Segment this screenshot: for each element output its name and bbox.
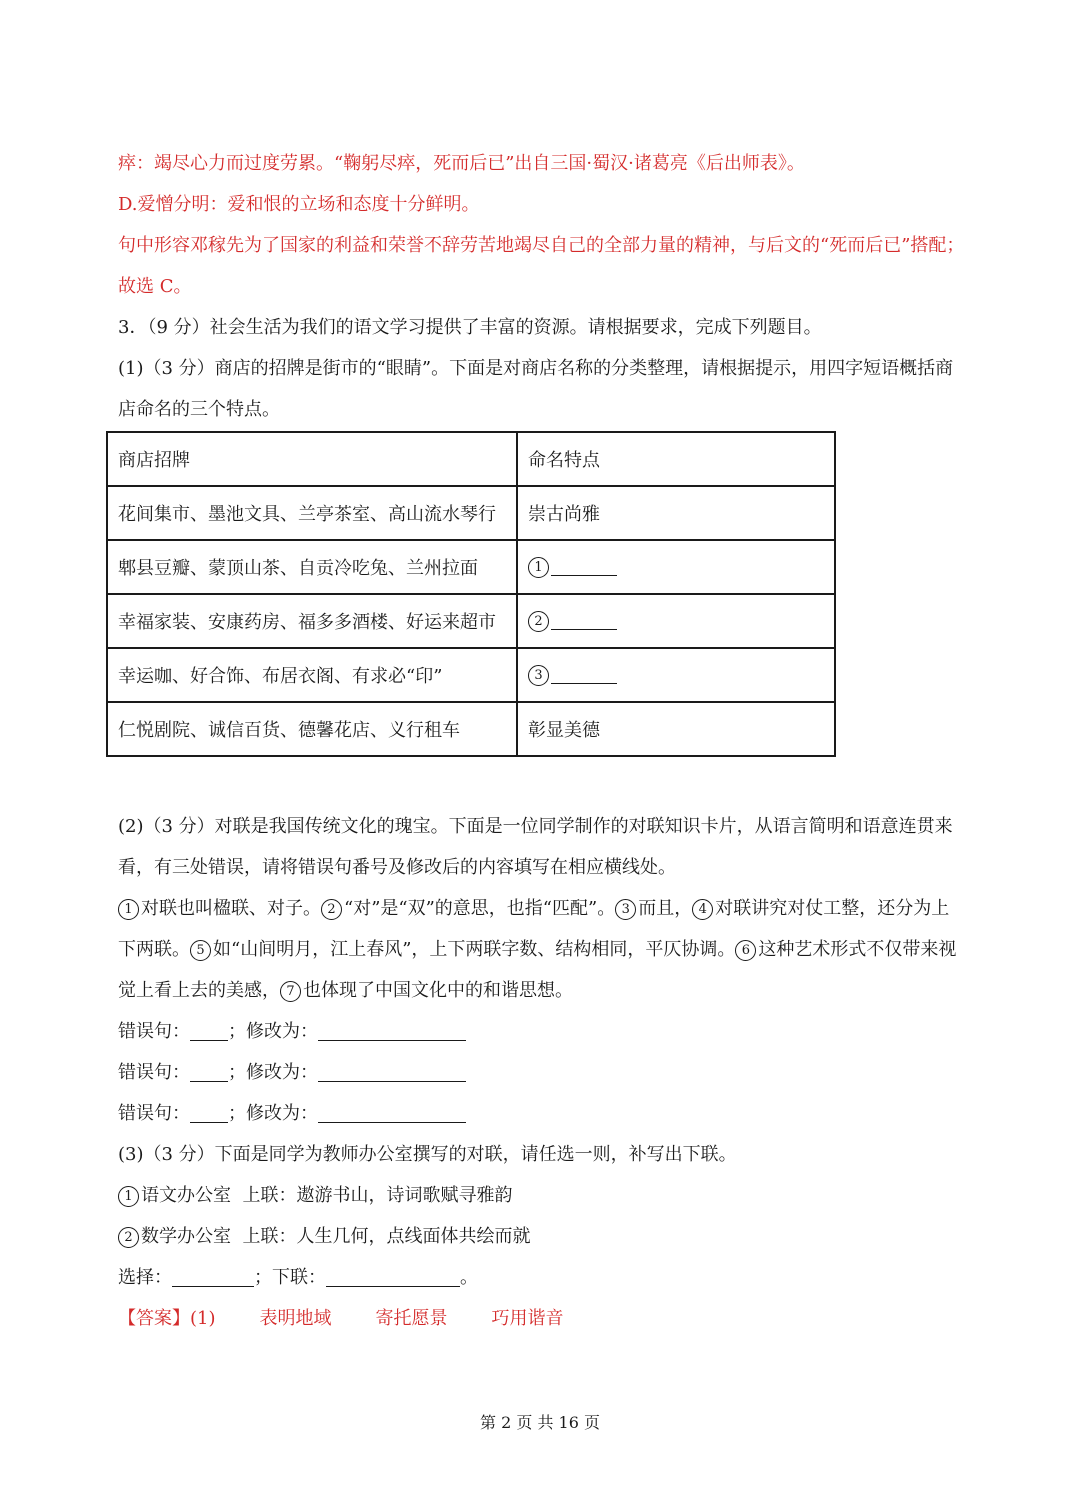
selection-blank[interactable] xyxy=(172,1268,254,1287)
part1-prompt: 店命名的三个特点。 xyxy=(118,399,280,420)
header-shop-signs: 商店招牌 xyxy=(107,432,517,486)
table-row xyxy=(107,594,835,648)
fix-content-blank[interactable] xyxy=(318,1022,466,1041)
select-label: 选择： xyxy=(118,1267,172,1288)
shop-names-cell: 花间集市、墨池文具、兰亭茶室、高山流水琴行 xyxy=(107,486,517,540)
couplet-option-2 xyxy=(118,1225,530,1249)
fix-label: ；修改为： xyxy=(228,1103,318,1124)
shop-names-cell: 幸福家装、安康药房、福多多酒楼、好运来超市 xyxy=(107,594,517,648)
circled-number: 2 xyxy=(528,611,549,632)
error-fix-line xyxy=(118,1020,466,1044)
answer-item: 寄托愿景 xyxy=(375,1308,448,1329)
circled-number: 4 xyxy=(692,899,713,920)
table-row xyxy=(107,486,835,540)
card-sentence: 而且， xyxy=(638,898,693,919)
feature-blank-cell xyxy=(517,540,835,594)
shop-names-cell: 仁悦剧院、诚信百货、德馨花店、义行租车 xyxy=(107,702,517,756)
answer-line xyxy=(118,1307,564,1331)
part2-prompt: (2)（3 分）对联是我国传统文化的瑰宝。下面是一位同学制作的对联知识卡片，从语言简明和语意连贯来 xyxy=(118,816,953,837)
feature-cell: 崇古尚雅 xyxy=(517,486,835,540)
error-label: 错误句： xyxy=(118,1103,190,1124)
shop-names-cell: 幸运咖、好合饰、布居衣阁、有求必“印” xyxy=(107,648,517,702)
answer-label: 【答案】(1) xyxy=(118,1308,216,1329)
part1-prompt: (1)（3 分）商店的招牌是街市的“眼睛”。下面是对商店名称的分类整理，请根据提示，用四字短语概括商 xyxy=(118,358,954,379)
table-row xyxy=(107,648,835,702)
lower-couplet-blank[interactable] xyxy=(326,1268,460,1287)
couplet-card-line xyxy=(118,938,956,962)
fix-label: ；修改为： xyxy=(228,1021,318,1042)
table-row xyxy=(107,540,835,594)
table-row xyxy=(107,702,835,756)
answer-blank[interactable] xyxy=(551,665,617,684)
couplet-card-line xyxy=(118,979,573,1003)
circled-number: 3 xyxy=(528,665,549,686)
circled-number: 1 xyxy=(118,1186,139,1207)
sentence-end: 。 xyxy=(460,1267,478,1288)
lower-couplet-label: ；下联： xyxy=(254,1267,326,1288)
feature-cell: 彰显美德 xyxy=(517,702,835,756)
card-sentence: 觉上看上去的美感， xyxy=(118,980,280,1001)
error-label: 错误句： xyxy=(118,1021,190,1042)
card-sentence: 下两联。 xyxy=(118,939,190,960)
answer-explanation-line: 瘁：竭尽心力而过度劳累。“鞠躬尽瘁，死而后已”出自三国·蜀汉·诸葛亮《后出师表》。 xyxy=(118,153,805,174)
part3-prompt: (3)（3 分）下面是同学为教师办公室撰写的对联，请任选一则，补写出下联。 xyxy=(118,1144,737,1165)
feature-blank-cell xyxy=(517,648,835,702)
answer-item: 巧用谐音 xyxy=(491,1308,564,1329)
shop-names-cell: 郫县豆瓣、蒙顶山茶、自贡冷吃兔、兰州拉面 xyxy=(107,540,517,594)
feature-blank-cell xyxy=(517,594,835,648)
circled-number: 7 xyxy=(280,981,301,1002)
answer-blank[interactable] xyxy=(551,557,617,576)
circled-number: 1 xyxy=(528,557,549,578)
card-sentence: 也体现了中国文化中的和谐思想。 xyxy=(303,980,573,1001)
fix-label: ；修改为： xyxy=(228,1062,318,1083)
answer-option-d: D.爱憎分明：爱和恨的立场和态度十分鲜明。 xyxy=(118,194,480,215)
selection-line xyxy=(118,1266,478,1290)
error-number-blank[interactable] xyxy=(190,1022,228,1041)
table-header-row xyxy=(107,432,835,486)
answer-blank[interactable] xyxy=(551,611,617,630)
circled-number: 2 xyxy=(118,1227,139,1248)
error-fix-line xyxy=(118,1102,466,1126)
couplet-option-1 xyxy=(118,1184,512,1208)
card-sentence: 对联也叫楹联、对子。 xyxy=(141,898,321,919)
card-sentence: 对联讲究对仗工整，还分为上 xyxy=(715,898,950,919)
couplet-option-text: 数学办公室 上联：人生几何，点线面体共绘而就 xyxy=(141,1226,531,1247)
page-number: 第 2 页 共 16 页 xyxy=(480,1413,600,1432)
answer-item: 表明地域 xyxy=(259,1308,332,1329)
circled-number: 5 xyxy=(190,940,211,961)
circled-number: 2 xyxy=(321,899,342,920)
circled-number: 3 xyxy=(615,899,636,920)
card-sentence: 如“山间明月，江上春风”，上下两联字数、结构相同，平仄协调。 xyxy=(213,939,736,960)
card-sentence: “对”是“双”的意思，也指“匹配”。 xyxy=(344,898,616,919)
circled-number: 6 xyxy=(735,940,756,961)
circled-number: 1 xyxy=(118,899,139,920)
error-fix-line xyxy=(118,1061,466,1085)
error-number-blank[interactable] xyxy=(190,1063,228,1082)
couplet-option-text: 语文办公室 上联：遨游书山，诗词歌赋寻雅韵 xyxy=(141,1185,513,1206)
shop-sign-table xyxy=(106,431,836,757)
fix-content-blank[interactable] xyxy=(318,1104,466,1123)
card-sentence: 这种艺术形式不仅带来视 xyxy=(758,939,957,960)
couplet-card-line xyxy=(118,897,949,921)
error-label: 错误句： xyxy=(118,1062,190,1083)
answer-conclusion: 故选 C。 xyxy=(118,276,192,297)
answer-explanation-line: 句中形容邓稼先为了国家的利益和荣誉不辞劳苦地竭尽自己的全部力量的精神，与后文的“死而后已”搭配； xyxy=(118,235,965,256)
question-3-title: 3．（9 分）社会生活为我们的语文学习提供了丰富的资源。请根据要求，完成下列题目。 xyxy=(118,317,822,338)
header-naming-feature: 命名特点 xyxy=(517,432,835,486)
error-number-blank[interactable] xyxy=(190,1104,228,1123)
fix-content-blank[interactable] xyxy=(318,1063,466,1082)
part2-prompt: 看，有三处错误，请将错误句番号及修改后的内容填写在相应横线处。 xyxy=(118,857,676,878)
